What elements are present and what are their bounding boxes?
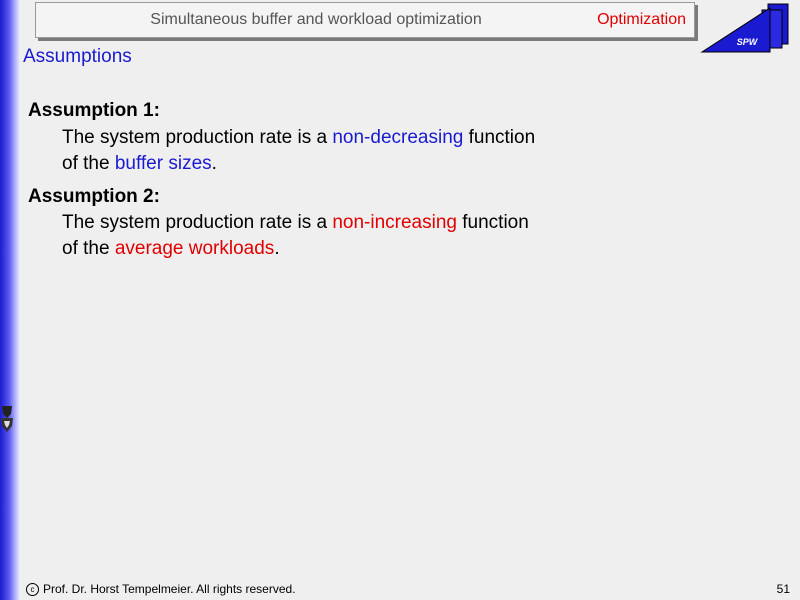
footer-text: Prof. Dr. Horst Tempelmeier. All rights reserved. [43, 582, 296, 596]
assumption-2-text [62, 210, 622, 262]
assumption-1-line-1 [62, 125, 622, 151]
text-segment: . [211, 153, 217, 174]
assumption-2-heading: Assumption 2: [28, 186, 160, 207]
text-segment: The system production rate is a [62, 127, 333, 148]
highlight-term: average workloads [114, 238, 275, 259]
assumption-1-text [62, 125, 622, 177]
footer [26, 582, 296, 596]
text-segment: . [274, 238, 280, 259]
slide-title: Simultaneous buffer and workload optimization [150, 11, 482, 28]
assumption-1-line-2 [62, 151, 622, 177]
university-crest-icon [0, 404, 14, 434]
text-segment: of the [62, 238, 115, 259]
slide-subtitle: Assumptions [23, 46, 132, 67]
assumption-2-line-2 [62, 236, 622, 262]
assumption-1-heading: Assumption 1: [28, 100, 160, 121]
text-segment: function [463, 127, 536, 148]
text-segment: function [456, 212, 529, 233]
logo-text: SPW [736, 37, 758, 47]
page-number: 51 [776, 582, 790, 596]
left-gradient-bar [0, 0, 20, 600]
header-bar [35, 2, 695, 38]
section-label: Optimization [597, 11, 686, 28]
spw-logo-icon [700, 2, 790, 54]
highlight-term: non-decreasing [332, 127, 464, 148]
text-segment: The system production rate is a [62, 212, 333, 233]
highlight-term: non-increasing [332, 212, 457, 233]
assumption-2-line-1 [62, 210, 622, 236]
highlight-term: buffer sizes [114, 153, 212, 174]
text-segment: of the [62, 153, 115, 174]
copyright-icon: c [26, 583, 39, 596]
